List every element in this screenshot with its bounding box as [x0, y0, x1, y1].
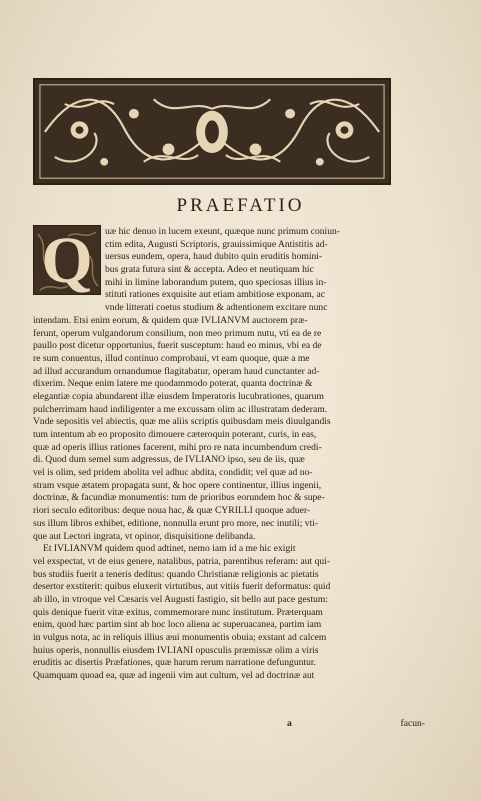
text-line: Vnde sepositis vel abiectis, quæ me aliis scriptis quibusdam meis diuulgandis	[33, 416, 331, 428]
text-line: que aut Lectori ingrata, vt opinor, disquisitione delibanda.	[33, 530, 256, 542]
text-line: quis denique fuerit vitæ exitus, commemorare nunc institutum. Præterquam	[33, 606, 323, 618]
text-line: doctrinæ, & facundiæ monumentis: tum de prioribus eorundem hoc & supe-	[33, 492, 325, 504]
text-line: vel exspectat, vt de eius genere, natalibus, patria, parentibus referam: aut qui-	[33, 555, 331, 567]
text-line: quæ ad operis illius rationes facerent, mihi pro re nata incumbendum credi-	[33, 441, 322, 453]
text-line: pulcherrimam haud indiligenter a me excussam olim ac illustratam dederam.	[33, 403, 328, 415]
text-line: sus illum libros exhibet, editione, nonnulla erunt pro more, nec inutili; vti-	[33, 517, 319, 529]
text-line: ferunt, operum vulgandorum consilium, non meo primum nutu, vti ea de re	[33, 327, 322, 339]
text-line: di. Quod dum semel sum adgressus, de IVLIANO ipso, seu de iis, quæ	[33, 454, 305, 466]
floral-scroll-ornament	[35, 80, 389, 183]
text-line: riori seculo editoribus: deque noua hac, & quæ CYRILLI quoque aduer-	[33, 505, 311, 517]
text-line: Quamquam quoad ea, quæ ad ingenii vim aut cultum, vel ad doctrinæ aut	[33, 670, 315, 682]
page-title: PRAEFATIO	[176, 195, 305, 216]
headpiece-ornament	[33, 78, 391, 185]
text-line: desertor exstiterit: quibus eluxerit virtutibus, aut vitiis fuerit deformatus: quid	[33, 581, 331, 593]
text-line: bus grata futura sint & accepta. Adeo et neutiquam hic	[105, 264, 314, 276]
text-line: ab illo, in vtroque vel Cæsaris vel Augusti fastigio, sit bello aut pace gestum:	[33, 593, 328, 605]
text-line: mihi in limine laborandum putem, quo speciosas illius in-	[105, 276, 327, 288]
text-line: vel is olim, sed pridem abolita vel adhuc abdita, condidit; vel quæ ad no-	[33, 467, 313, 479]
text-line: in vulgus nota, ac in reliquis illius æui monumentis obuia; exstant ad calcem	[33, 632, 327, 643]
text-line: dixerim. Neque enim latere me quodammodo poterat, quanta doctrinæ &	[33, 378, 313, 390]
preface-body	[33, 226, 425, 683]
text-line: enim, quod hæc partim sint ab hoc loco aliena ac superuacanea, partim iam	[33, 619, 322, 631]
text-line: uæ hic denuo in lucem exeunt, quæque nunc primum coniun-	[105, 226, 341, 237]
text-line: eruditis ac disertis Præfationes, quæ harum rerum narratione defunguntur.	[33, 657, 316, 669]
text-line: intendam. Etsi enim eorum, & quidem quæ IVLIANVM auctorem præ-	[33, 314, 308, 326]
text-line: ctim edita, Augusti Scriptoris, grauissimique Antistitis ad-	[105, 238, 328, 250]
initial-letter: Q	[41, 225, 93, 295]
page-footer	[33, 718, 425, 731]
text-line: Et IVLIANVM quidem quod adtinet, nemo iam id a me hic exigit	[43, 543, 296, 555]
catchword: facun-	[400, 718, 425, 729]
text-line: bus studiis fuerit a teneris deditus: quando Christianæ religionis ac pietatis	[33, 568, 319, 580]
text-line: ad illud accurandum ornandumue flagitabatur, operam haud cunctanter ad-	[33, 365, 320, 377]
text-line: uersus eundem, opera, haud dubito quin eruditis homini-	[105, 251, 323, 263]
signature-mark: a	[287, 718, 292, 729]
text-line: elegantiæ copia abundarent illæ eiusdem Imperatoris lucubrationes, quarum	[33, 390, 324, 402]
text-line: stram vsque ætatem propagata sunt, & hoc opere continentur, illius ingenii,	[33, 479, 322, 491]
text-line: stituti rationes exquisite aut etiam ambitiose exponam, ac	[105, 289, 326, 301]
text-line: paullo post dicetur opportunius, fuerit susceptum: haud eo minus, vbi ea de	[33, 340, 322, 352]
text-line: huius operis, nonnullis eiusdem IVLIANI opusculis præmissæ olim a viris	[33, 644, 319, 656]
text-line: tum intentum ab eo proposito dimouere cæteroquin poterant, curis, in eas,	[33, 429, 317, 440]
text-line: re sum conuentus, illud continuo comprobaui, vt eam quoque, quæ a me	[33, 352, 310, 364]
text-line: vnde litterati coetus studium & adtentionem excitare nunc	[105, 302, 328, 314]
